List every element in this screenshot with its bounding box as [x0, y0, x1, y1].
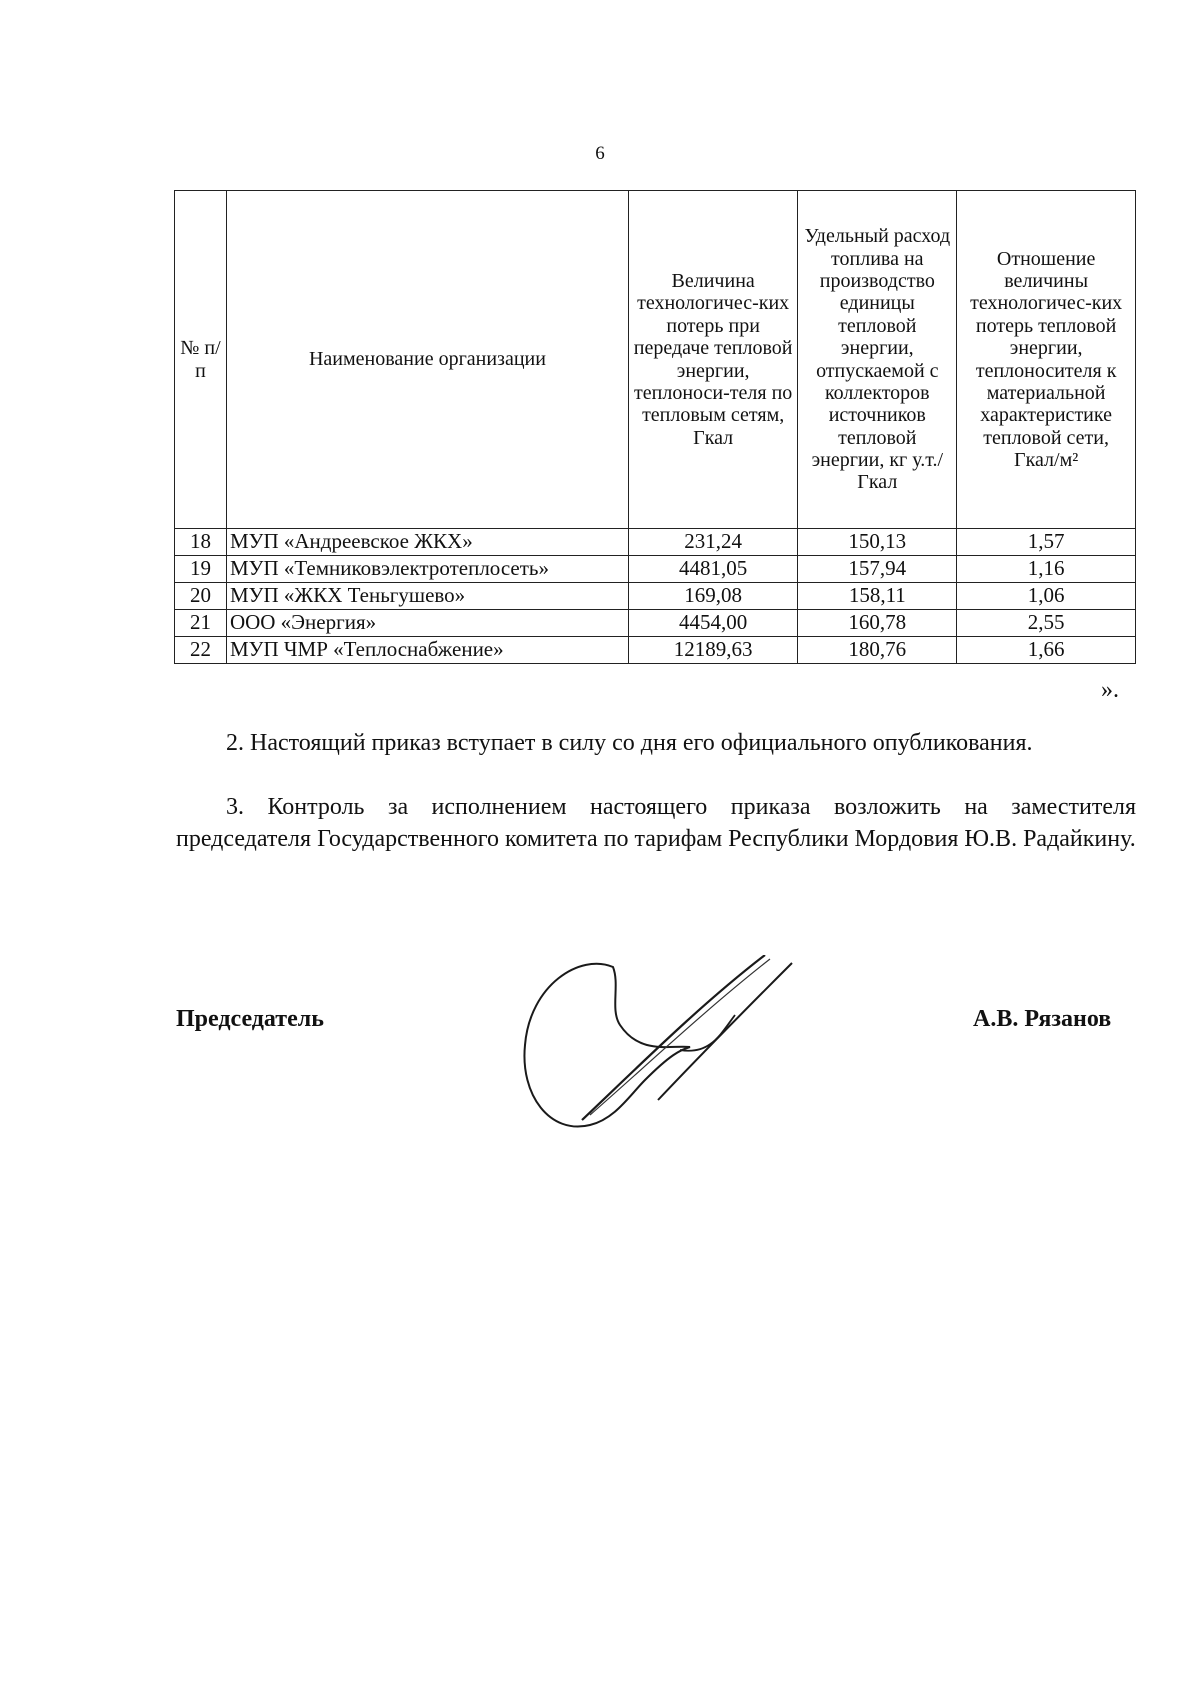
row-fuel: 158,11 — [798, 583, 957, 610]
paragraph-effective-date: 2. Настоящий приказ вступает в силу со дня его официального опубликования. — [226, 730, 1033, 756]
row-num: 20 — [175, 583, 227, 610]
row-fuel: 160,78 — [798, 610, 957, 637]
header-ratio: Отношение величины технологичес-ких потерь тепловой энергии, теплоносителя к материальной характеристике тепловой сети, Гкал/м² — [957, 191, 1136, 529]
header-fuel: Удельный расход топлива на производство единицы тепловой энергии, отпускаемой с коллекторов источников тепловой энергии, кг у.т./Гкал — [798, 191, 957, 529]
table-row — [175, 610, 1136, 637]
row-loss: 4454,00 — [628, 610, 797, 637]
row-fuel: 157,94 — [798, 556, 957, 583]
table-row — [175, 583, 1136, 610]
signer-name: А.В. Рязанов — [973, 1006, 1112, 1032]
row-name: ООО «Энергия» — [226, 610, 628, 637]
row-loss: 12189,63 — [628, 637, 797, 664]
closing-quote: ». — [1101, 677, 1119, 703]
row-ratio: 1,66 — [957, 637, 1136, 664]
row-fuel: 150,13 — [798, 529, 957, 556]
paragraph-control: 3. Контроль за исполнением настоящего приказа возложить на заместителя председателя Государственного комитета по тарифам Республики Мордовия Ю.В. Радайкину. — [176, 794, 1136, 852]
header-num: № п/п — [175, 191, 227, 529]
row-name: МУП «Темниковэлектротеплосеть» — [226, 556, 628, 583]
header-loss: Величина технологичес-ких потерь при передаче тепловой энергии, теплоноси-теля по тепловым сетям, Гкал — [628, 191, 797, 529]
row-fuel: 180,76 — [798, 637, 957, 664]
table-row — [175, 529, 1136, 556]
header-name: Наименование организации — [226, 191, 628, 529]
row-ratio: 1,57 — [957, 529, 1136, 556]
row-num: 22 — [175, 637, 227, 664]
signer-title: Председатель — [176, 1006, 324, 1032]
row-ratio: 2,55 — [957, 610, 1136, 637]
row-loss: 231,24 — [628, 529, 797, 556]
row-num: 21 — [175, 610, 227, 637]
table-row — [175, 637, 1136, 664]
page-number: 6 — [595, 143, 605, 164]
table-row — [175, 556, 1136, 583]
row-num: 19 — [175, 556, 227, 583]
row-num: 18 — [175, 529, 227, 556]
table-header-row — [175, 191, 1136, 529]
handwritten-signature-icon — [520, 955, 820, 1145]
row-ratio: 1,06 — [957, 583, 1136, 610]
row-name: МУП «Андреевское ЖКХ» — [226, 529, 628, 556]
row-name: МУП «ЖКХ Теньгушево» — [226, 583, 628, 610]
tariff-table — [174, 190, 1136, 664]
row-name: МУП ЧМР «Теплоснабжение» — [226, 637, 628, 664]
row-loss: 4481,05 — [628, 556, 797, 583]
row-ratio: 1,16 — [957, 556, 1136, 583]
row-loss: 169,08 — [628, 583, 797, 610]
